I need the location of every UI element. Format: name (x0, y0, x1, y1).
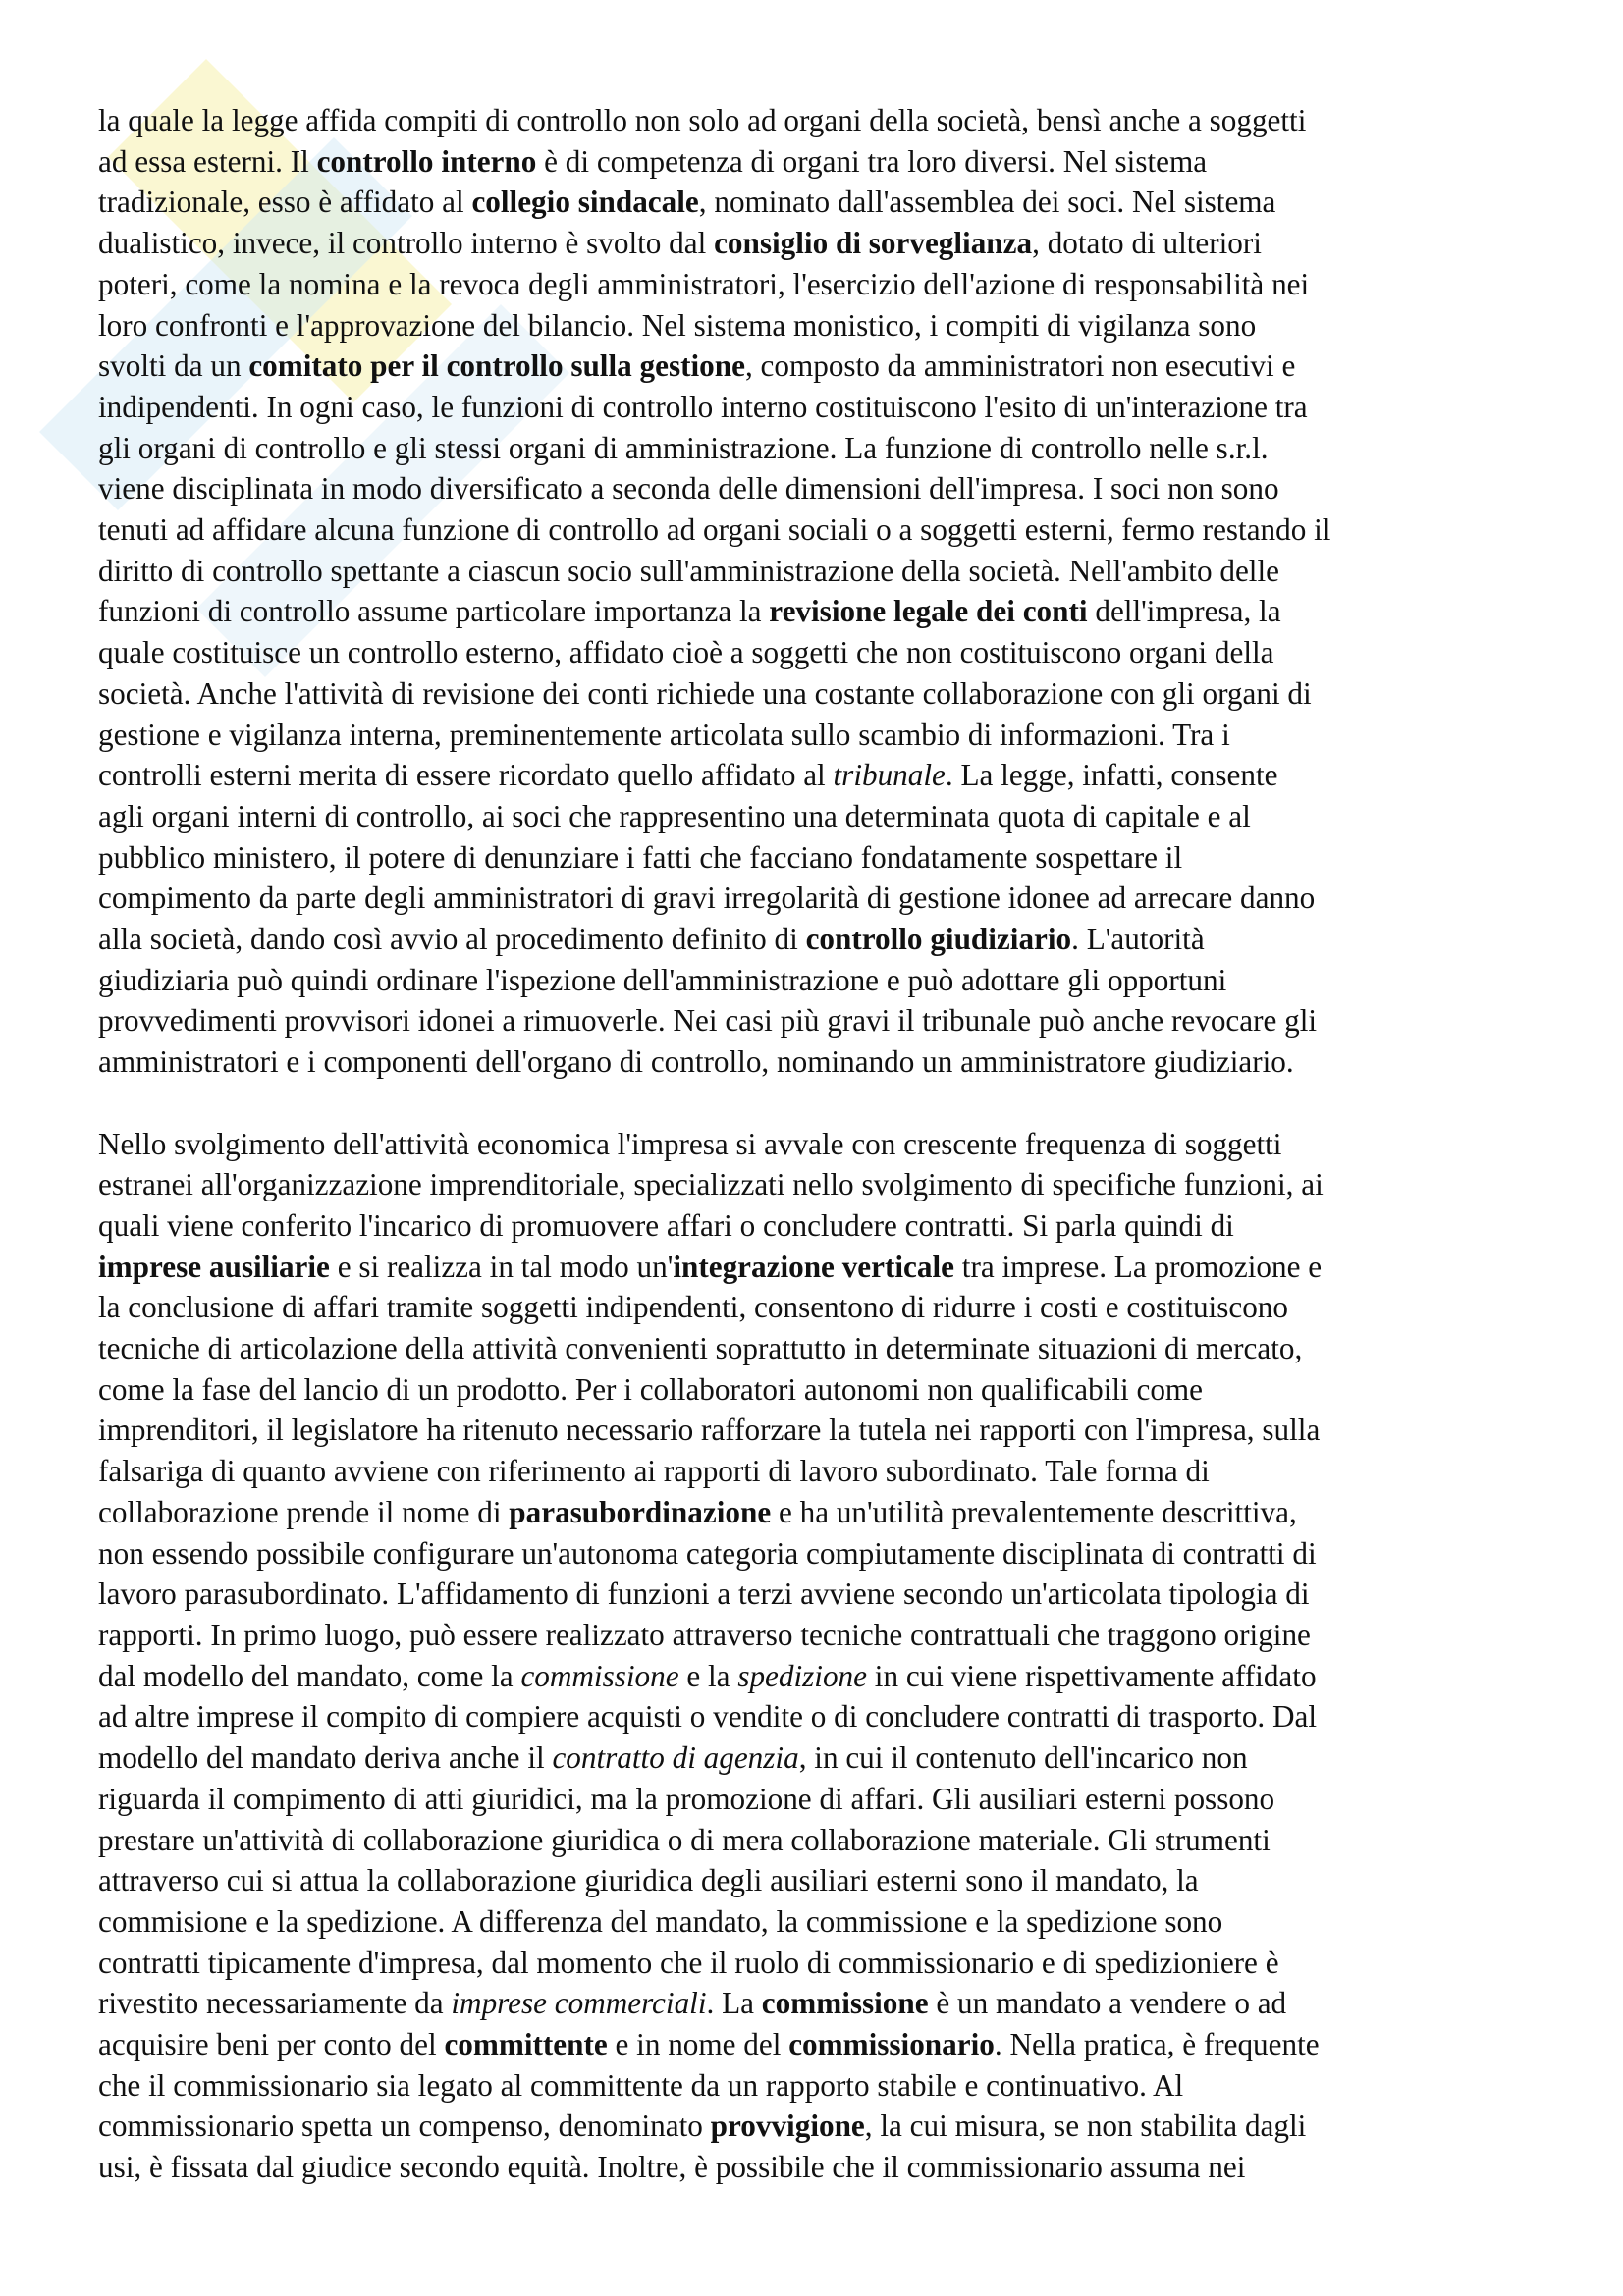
text-line (98, 837, 1551, 879)
text-run: , composto da amministratori non esecutivi e (744, 348, 1296, 384)
text-run: rivestito necessariamente da (98, 1986, 452, 2021)
text-line (98, 1328, 1551, 1369)
text-line (98, 1656, 1551, 1697)
italic-term: contratto di agenzia (552, 1740, 799, 1776)
text-line (98, 428, 1551, 469)
document-body (98, 100, 1551, 2188)
text-run: e la (678, 1658, 738, 1693)
text-run: viene disciplinata in modo diversificato a seconda delle dimensioni dell'impresa. I soci non sono (98, 471, 1279, 507)
text-line (98, 878, 1551, 919)
text-line (98, 796, 1551, 837)
text-line (98, 1779, 1551, 1820)
text-run: imprenditori, il legislatore ha ritenuto necessario rafforzare la tutela nei rapporti con l'impresa, sulla (98, 1413, 1321, 1448)
text-run: diritto di controllo spettante a ciascun socio sull'amministrazione della società. Nell'ambito delle (98, 553, 1279, 588)
text-run: funzioni di controllo assume particolare importanza la (98, 594, 770, 629)
bold-term: commissione (761, 1986, 929, 2021)
text-line (98, 2024, 1551, 2065)
text-line (98, 591, 1551, 632)
text-line (98, 1410, 1551, 1451)
text-line (98, 919, 1551, 960)
text-line (98, 1943, 1551, 1984)
text-run: gestione e vigilanza interna, preminentemente articolata sullo scambio di informazioni. Tra i (98, 717, 1230, 752)
paragraph-gap (98, 1083, 1551, 1124)
text-line (98, 1124, 1551, 1165)
text-line (98, 1205, 1551, 1247)
bold-term: commissionario (788, 2027, 995, 2062)
text-run: tenuti ad affidare alcuna funzione di controllo ad organi sociali o a soggetti esterni, fermo restando il (98, 512, 1331, 548)
text-line (98, 1737, 1551, 1779)
text-line (98, 182, 1551, 223)
text-run: giudiziaria può quindi ordinare l'ispezione dell'amministrazione e può adottare gli opportuni (98, 962, 1227, 997)
text-run: . Nella pratica, è frequente (994, 2027, 1320, 2062)
text-line (98, 346, 1551, 387)
text-run: Nello svolgimento dell'attività economica l'impresa si avvale con crescente frequenza di soggetti (98, 1126, 1282, 1161)
text-line (98, 2065, 1551, 2107)
bold-term: provvigione (710, 2109, 865, 2144)
text-line (98, 1041, 1551, 1083)
text-line (98, 1369, 1551, 1411)
text-run: e ha un'utilità prevalentemente descrittiva, (771, 1494, 1297, 1529)
text-line (98, 1000, 1551, 1041)
text-run: quale costituisce un controllo esterno, affidato cioè a soggetti che non costituiscono organi della (98, 635, 1274, 670)
text-run: dal modello del mandato, come la (98, 1658, 521, 1693)
text-run: commisione e la spedizione. A differenza del mandato, la commissione e la spedizione sono (98, 1903, 1223, 1939)
text-run: la conclusione di affari tramite soggetti indipendenti, consentono di ridurre i costi e costituiscono (98, 1290, 1288, 1325)
text-run: prestare un'attività di collaborazione giuridica o di mera collaborazione materiale. Gli strumenti (98, 1822, 1271, 1857)
text-line (98, 1820, 1551, 1861)
text-line (98, 1983, 1551, 2024)
text-run: , dotato di ulteriori (1032, 226, 1262, 261)
text-run: tra imprese. La promozione e (953, 1249, 1323, 1284)
text-run: società. Anche l'attività di revisione dei conti richiede una costante collaborazione con gli organi di (98, 675, 1312, 711)
text-run: , nominato dall'assemblea dei soci. Nel sistema (698, 185, 1276, 220)
text-run: . La (706, 1986, 762, 2021)
bold-term: revisione legale dei conti (769, 594, 1088, 629)
text-line (98, 509, 1551, 551)
text-line (98, 551, 1551, 592)
text-run: provvedimenti provvisori idonei a rimuoverle. Nei casi più gravi il tribunale può anche revocare gli (98, 1003, 1318, 1039)
text-run: . La legge, infatti, consente (945, 758, 1278, 793)
text-run: attraverso cui si attua la collaborazione giuridica degli ausiliari esterni sono il mandato, la (98, 1863, 1199, 1898)
text-line (98, 305, 1551, 347)
text-line (98, 1533, 1551, 1575)
text-run: , in cui il contenuto dell'incarico non (798, 1740, 1248, 1776)
text-run: usi, è fissata dal giudice secondo equità. Inoltre, è possibile che il commissionario assuma nei (98, 2150, 1246, 2185)
italic-term: commissione (520, 1658, 679, 1693)
text-line (98, 1901, 1551, 1943)
text-run: quali viene conferito l'incarico di promuovere affari o concludere contratti. Si parla quindi di (98, 1207, 1234, 1243)
bold-term: parasubordinazione (509, 1494, 772, 1529)
text-line (98, 2147, 1551, 2188)
text-line (98, 2106, 1551, 2147)
text-run: collaborazione prende il nome di (98, 1494, 510, 1529)
text-run: dualistico, invece, il controllo interno è svolto dal (98, 226, 715, 261)
text-run: e si realizza in tal modo un' (329, 1249, 674, 1284)
text-run: indipendenti. In ogni caso, le funzioni di controllo interno costituiscono l'esito di un'interazione tra (98, 389, 1308, 424)
text-run: pubblico ministero, il potere di denunziare i fatti che facciano fondatamente sospettare il (98, 839, 1183, 875)
text-line (98, 755, 1551, 796)
italic-term: tribunale (833, 758, 946, 793)
text-line (98, 1492, 1551, 1533)
text-line (98, 223, 1551, 264)
text-run: poteri, come la nomina e la revoca degli amministratori, l'esercizio dell'azione di responsabilità nei (98, 266, 1310, 301)
text-line (98, 100, 1551, 141)
text-run: ad altre imprese il compito di compiere acquisti o vendite o di concludere contratti di trasporto. Dal (98, 1699, 1318, 1735)
text-line (98, 264, 1551, 305)
text-line (98, 1574, 1551, 1615)
text-run: agli organi interni di controllo, ai soci che rappresentino una determinata quota di capitale e al (98, 798, 1251, 833)
paragraph (98, 100, 1551, 1083)
text-run: loro confronti e l'approvazione del bilancio. Nel sistema monistico, i compiti di vigilanza sono (98, 307, 1257, 343)
text-line (98, 632, 1551, 673)
text-line (98, 960, 1551, 1001)
bold-term: comitato per il controllo sulla gestione (248, 348, 745, 384)
text-line (98, 1287, 1551, 1328)
bold-term: controllo interno (316, 143, 537, 179)
text-run: commissionario spetta un compenso, denominato (98, 2109, 711, 2144)
text-run: ad essa esterni. Il (98, 143, 317, 179)
text-line (98, 1860, 1551, 1901)
italic-term: imprese commerciali (451, 1986, 707, 2021)
text-line (98, 1696, 1551, 1737)
bold-term: collegio sindacale (471, 185, 699, 220)
text-line (98, 387, 1551, 428)
text-run: gli organi di controllo e gli stessi organi di amministrazione. La funzione di controllo nelle s.r.l. (98, 430, 1269, 465)
text-run: svolti da un (98, 348, 249, 384)
text-run: . L'autorità (1071, 922, 1205, 957)
text-run: non essendo possibile configurare un'autonoma categoria compiutamente disciplinata di contratti di (98, 1535, 1317, 1571)
bold-term: controllo giudiziario (805, 922, 1072, 957)
bold-term: imprese ausiliarie (98, 1249, 330, 1284)
text-run: in cui viene rispettivamente affidato (866, 1658, 1317, 1693)
text-run: falsariga di quanto avviene con riferimento ai rapporti di lavoro subordinato. Tale forma di (98, 1454, 1210, 1489)
text-run: rapporti. In primo luogo, può essere realizzato attraverso tecniche contrattuali che traggono origine (98, 1618, 1311, 1652)
text-run: controlli esterni merita di essere ricordato quello affidato al (98, 758, 834, 793)
text-run: riguarda il compimento di atti giuridici, ma la promozione di affari. Gli ausiliari esterni possono (98, 1781, 1275, 1816)
text-line (98, 715, 1551, 756)
paragraph (98, 1124, 1551, 2188)
text-run: estranei all'organizzazione imprenditoriale, specializzati nello svolgimento di specifiche funzioni, ai (98, 1167, 1324, 1202)
text-run: compimento da parte degli amministratori di gravi irregolarità di gestione idonee ad arrecare danno (98, 881, 1316, 916)
text-run: e in nome del (607, 2027, 789, 2062)
text-line (98, 1164, 1551, 1205)
text-run: che il commissionario sia legato al committente da un rapporto stabile e continuativo. Al (98, 2067, 1184, 2103)
text-run: amministratori e i componenti dell'organo di controllo, nominando un amministratore giudiziario. (98, 1044, 1294, 1080)
bold-term: committente (444, 2027, 608, 2062)
bold-term: consiglio di sorveglianza (714, 226, 1033, 261)
text-run: lavoro parasubordinato. L'affidamento di funzioni a terzi avviene secondo un'articolata tipologia di (98, 1576, 1310, 1612)
text-line (98, 1247, 1551, 1288)
text-line (98, 1451, 1551, 1492)
text-run: è un mandato a vendere o ad (928, 1986, 1287, 2021)
text-run: alla società, dando così avvio al procedimento definito di (98, 922, 806, 957)
italic-term: spedizione (737, 1658, 867, 1693)
text-run: dell'impresa, la (1087, 594, 1281, 629)
text-run: , la cui misura, se non stabilita dagli (864, 2109, 1307, 2144)
bold-term: integrazione verticale (673, 1249, 954, 1284)
text-line (98, 673, 1551, 715)
text-run: tecniche di articolazione della attività convenienti soprattutto in determinate situazioni di mercato, (98, 1331, 1303, 1366)
text-run: la quale la legge affida compiti di controllo non solo ad organi della società, bensì anche a soggetti (98, 103, 1307, 137)
text-run: come la fase del lancio di un prodotto. Per i collaboratori autonomi non qualificabili come (98, 1371, 1204, 1407)
text-run: tradizionale, esso è affidato al (98, 185, 472, 220)
text-line (98, 141, 1551, 183)
text-run: è di competenza di organi tra loro diversi. Nel sistema (536, 143, 1208, 179)
text-run: modello del mandato deriva anche il (98, 1740, 553, 1776)
text-run: acquisire beni per conto del (98, 2027, 445, 2062)
text-line (98, 468, 1551, 509)
text-run: contratti tipicamente d'impresa, dal momento che il ruolo di commissionario e di spedizioniere è (98, 1945, 1279, 1980)
text-line (98, 1615, 1551, 1656)
